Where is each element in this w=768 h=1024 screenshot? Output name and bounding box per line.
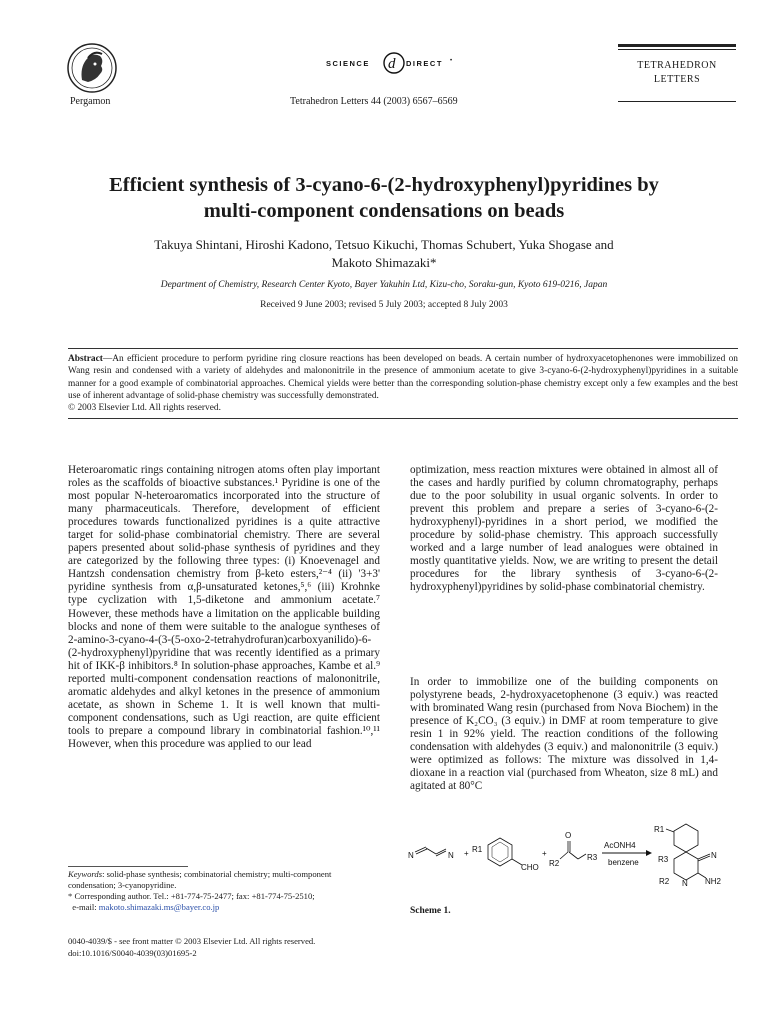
- article-title: [60, 172, 708, 224]
- keywords-text: : solid-phase synthesis; combinatorial chemistry; multi-component condensation; 3-cyanopyridine.: [68, 869, 332, 890]
- email-footnote: [68, 902, 380, 913]
- keywords-footnote: [68, 869, 380, 891]
- authors-line-1: Takuya Shintani, Hiroshi Kadono, Tetsuo Kikuchi, Thomas Schubert, Yuka Shogase and: [154, 237, 614, 252]
- journal-name-box: [618, 44, 736, 102]
- product-r2: R2: [659, 877, 670, 886]
- product-ring-n: N: [682, 879, 688, 888]
- aldehyde-r1: R1: [472, 845, 483, 854]
- received-dates: Received 9 June 2003; revised 5 July 2003; accepted 8 July 2003: [260, 300, 508, 310]
- doi: doi:10.1016/S0040-4039(03)01695-2: [68, 947, 197, 958]
- keywords-label: Keywords: [68, 869, 103, 879]
- title-line-2: multi-component condensations on beads: [203, 200, 565, 222]
- issn-copyright: 0040-4039/$ - see front matter © 2003 Elsevier Ltd. All rights reserved.: [68, 936, 316, 946]
- footnote-divider: [68, 866, 188, 867]
- publisher-name: Pergamon: [70, 96, 111, 107]
- sciencedirect-logo: [326, 50, 462, 76]
- author-list: [90, 236, 678, 272]
- body-right-paragraph-1: optimization, mess reaction mixtures were obtained in almost all of the cases and hardly purified by column chromatography, perhaps due to the poor solubility in usual organic solvents. In order to prevent this problem and prepare a series of 3-cyano-6-(2-hydroxyphenyl)-pyridines in a short period, we modified the procedure by solid-phase chemistry. This approach successfully worked and a large number of lead analogues were obtained in mostly quantitative yields. Now, we are writing to present the detail procedures for the library synthesis of 3-cyano-6-(2-hydroxyphenyl)pyridines by solid-phase combinatorial chemistry.: [410, 464, 718, 594]
- corresponding-author-note: * Corresponding author. Tel.: +81-774-75-2477; fax: +81-774-75-2510;: [68, 891, 315, 901]
- product-cyano-n: N: [711, 851, 717, 860]
- malononitrile-n-right: N: [448, 851, 454, 860]
- publisher-logo: [66, 42, 118, 94]
- journal-citation: Tetrahedron Letters 44 (2003) 6567–6569: [290, 96, 458, 107]
- product-nh2: NH2: [705, 877, 722, 886]
- solvent-label: benzene: [608, 858, 639, 867]
- email-label: e-mail:: [72, 902, 99, 912]
- svg-text:d: d: [388, 56, 396, 72]
- abstract-label: Abstract: [68, 354, 103, 364]
- body-left-column: Heteroaromatic rings containing nitrogen atoms often play important roles as the scaffolds of bioactive substances.¹ Pyridine is one of the most popular N-heteroaromatics incorporated into the structure of many pharmaceuticals. Therefore, development of efficient procedures towards functionalized pyridines is a quite attractive target for solid-phase combinatorial chemistry. There are several papers presented about solid-phase synthesis of pyridines and they are categorized by the following three types: (i) Knoevenagel and Hantzsh condensation chemistry from β-keto esters,²⁻⁴ (ii) '3+3' pyridine synthesis from α,β-unsaturated ketones,⁵,⁶ (iii) Krohnke type cyclization with 1,5-diketone and ammonium acetate.⁷ However, these methods have a limitation on the applicable building blocks and none of them were suitable to the analogue syntheses of 2-amino-3-cyano-4-(3-(5-oxo-2-tetrahydrofuran)carboxyanilido)-6-(2-hydroxyphenyl)pyridine that was recently identified as a primary hit of IKK-β inhibitors.⁸ In solution-phase approaches, Kambe et al.⁹ reported multi-component condensation reactions of malononitrile, aromatic aldehydes and alkyl ketones in the presence of ammonium acetate, as shown in Scheme 1. It is well known that multi-component condensations, such as Ugi reaction, are quite efficient tools to prepare a compound library in combinatorial fashion.¹⁰,¹¹ However, when this procedure was applied to our lead: [68, 464, 380, 750]
- authors-line-2: Makoto Shimazaki*: [331, 255, 437, 270]
- aldehyde-cho: CHO: [521, 863, 539, 872]
- journal-name-line2: LETTERS: [653, 74, 701, 85]
- product-r3: R3: [658, 855, 669, 864]
- body-right-paragraph-2: In order to immobilize one of the building components on polystyrene beads, 2-hydroxyacetophenone (3 equiv.) was reacted with brominated Wang resin (purchased from Nova Biochem) in the presence of K₂CO₃ (3 equiv.) in DMF at room temperature to give resin 1 in 92% yield. The reaction conditions of the following condensation with aldehydes (3 equiv.) and malononitrile (3 equiv.) were optimized as follows: The mixture was dissolved in 1,4-dioxane in a reaction vial (purchased from Wheaton, size 8 mL) and agitated at 80°C: [410, 676, 718, 793]
- ketone-r3: R3: [587, 853, 598, 862]
- journal-name-line1: TETRAHEDRON: [637, 60, 717, 71]
- svg-text:•: •: [450, 58, 453, 64]
- abstract-copyright: © 2003 Elsevier Ltd. All rights reserved.: [68, 403, 221, 414]
- ketone-oxygen: O: [565, 831, 572, 840]
- product-r1: R1: [654, 825, 665, 834]
- abstract-text: —An efficient procedure to perform pyridine ring closure reactions has been developed on beads. A certain number of hydroxyacetophenones were immobilized on Wang resin and condensed with a variety of aldehydes and malononitrile in the presence of ammonium acetate to give 3-cyano-6-(2-hydroxyphenyl)pyridines in a suitable manner for a good example of combinatorial approaches. Chemical yields were better than the corresponding solution-phase chemistry except only a few examples and the best use of inherent advantage of solid-phase chemistry was successfully demonstrated.: [68, 354, 738, 401]
- plus-sign-1: +: [464, 849, 469, 858]
- ketone-r2: R2: [549, 859, 560, 868]
- reagent-label: AcONH4: [604, 841, 636, 850]
- footnotes: [68, 869, 380, 913]
- scheme-caption: Scheme 1.: [410, 906, 451, 916]
- abstract: [68, 348, 738, 419]
- scheme-1-reaction: [408, 812, 726, 888]
- svg-text:DIRECT: DIRECT: [406, 59, 443, 68]
- title-line-1: Efficient synthesis of 3-cyano-6-(2-hydroxyphenyl)pyridines by: [109, 174, 659, 196]
- svg-text:SCIENCE: SCIENCE: [326, 59, 370, 68]
- malononitrile-n-left: N: [408, 851, 414, 860]
- author-email-link[interactable]: makoto.shimazaki.ms@bayer.co.jp: [98, 902, 220, 912]
- author-affiliation: Department of Chemistry, Research Center Kyoto, Bayer Yakuhin Ltd, Kizu-cho, Soraku-gun, Kyoto 619-0216, Japan: [160, 280, 608, 290]
- front-matter: [68, 936, 408, 959]
- plus-sign-2: +: [542, 849, 547, 858]
